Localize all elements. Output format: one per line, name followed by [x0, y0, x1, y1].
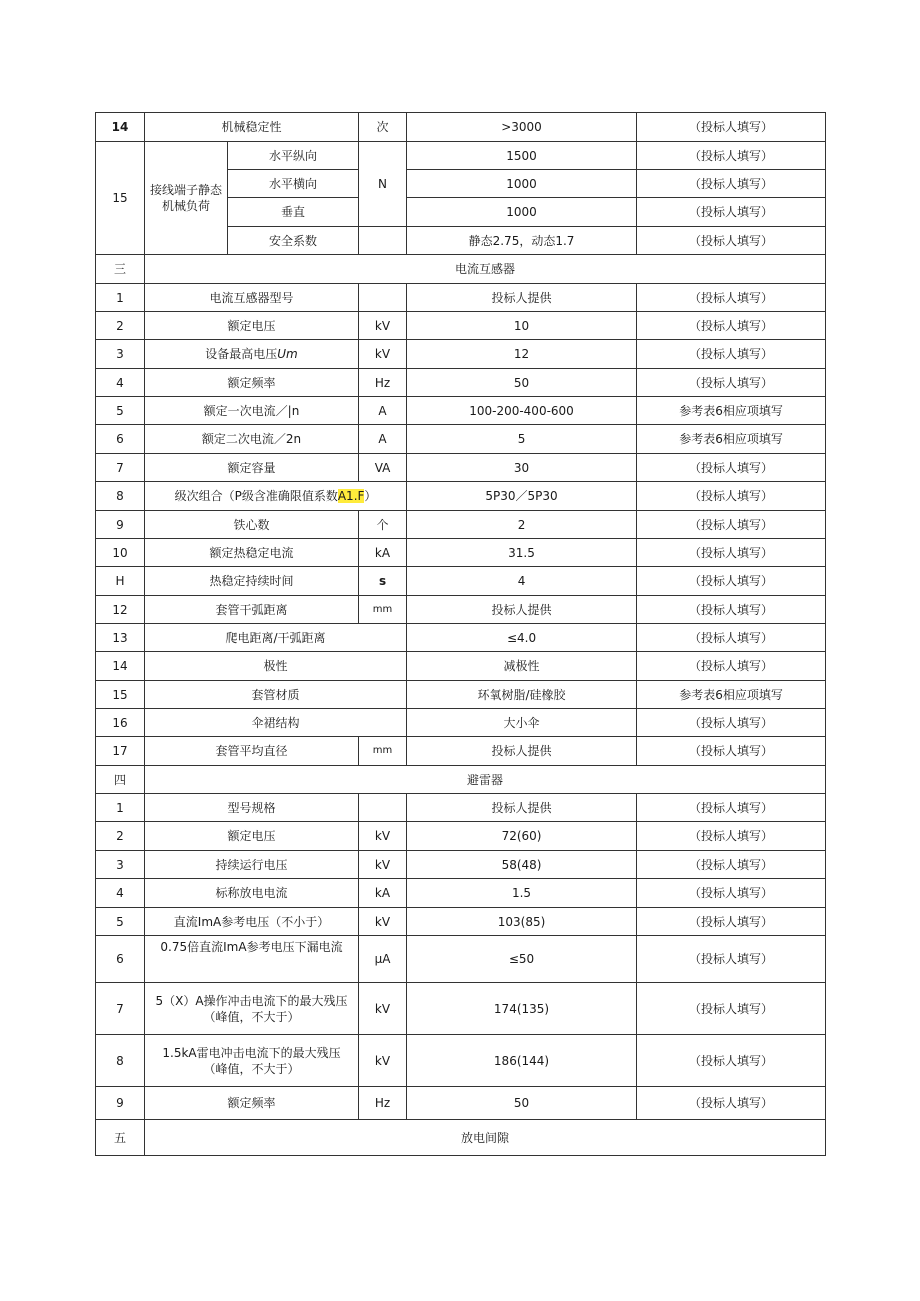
table-row: [96, 596, 826, 624]
param-unit: 个: [359, 511, 407, 539]
param-unit: kA: [359, 539, 407, 567]
table-row: [96, 369, 826, 397]
param-value: 投标人提供: [407, 794, 637, 822]
fill-note: （投标人填写）: [637, 142, 826, 170]
fill-note: （投标人填写）: [637, 369, 826, 397]
fill-note: （投标人填写）: [637, 482, 826, 511]
param-value: 投标人提供: [407, 284, 637, 312]
section-title: 电流互感器: [145, 255, 826, 284]
table-row: [96, 681, 826, 709]
table-row: [96, 142, 826, 170]
fill-note: （投标人填写）: [637, 113, 826, 142]
row-number: 14: [96, 652, 145, 681]
param-name: 额定电压: [145, 312, 359, 340]
param-name: 伞裙结构: [145, 709, 407, 737]
param-name-text: 级次组合（P级含准确限值系数: [174, 489, 338, 503]
table-row: [96, 908, 826, 936]
row-number: 2: [96, 312, 145, 340]
param-name-line2: （峰值，不大于）: [203, 1061, 300, 1076]
row-number: 5: [96, 397, 145, 425]
ref-note: 参考表6相应项填写: [637, 397, 826, 425]
param-unit: 次: [359, 113, 407, 142]
param-unit: A: [359, 397, 407, 425]
param-name: 极性: [145, 652, 407, 681]
fill-note: （投标人填写）: [637, 737, 826, 766]
param-value: 减极性: [407, 652, 637, 681]
param-value: 4: [407, 567, 637, 596]
section-title: 避雷器: [145, 766, 826, 794]
param-value: 30: [407, 454, 637, 482]
param-value: 5: [407, 425, 637, 454]
ref-note: 参考表6相应项填写: [637, 681, 826, 709]
table-row: [96, 340, 826, 369]
param-name-line1: 1.5kA雷电冲击电流下的最大残压: [162, 1045, 341, 1060]
param-name-line2: （峰值，不大于）: [203, 1009, 300, 1024]
param-name: 直流ImA参考电压（不小于）: [145, 908, 359, 936]
param-unit: VA: [359, 454, 407, 482]
fill-note: （投标人填写）: [637, 652, 826, 681]
param-value: 10: [407, 312, 637, 340]
row-number: 16: [96, 709, 145, 737]
group-label: 接线端子静态机械负荷: [145, 142, 228, 255]
fill-note: （投标人填写）: [637, 983, 826, 1035]
param-value: 31.5: [407, 539, 637, 567]
row-number: 1: [96, 284, 145, 312]
row-number: 10: [96, 539, 145, 567]
table-row: [96, 936, 826, 983]
fill-note: （投标人填写）: [637, 539, 826, 567]
param-name-text: 设备最高电压: [205, 347, 278, 361]
param-value: 186(144): [407, 1035, 637, 1087]
param-unit: kV: [359, 312, 407, 340]
table-row: [96, 312, 826, 340]
row-number: 4: [96, 369, 145, 397]
fill-note: （投标人填写）: [637, 227, 826, 255]
table-row: [96, 397, 826, 425]
param-name: 热稳定持续时间: [145, 567, 359, 596]
table-row: [96, 539, 826, 567]
fill-note: （投标人填写）: [637, 908, 826, 936]
param-unit: kV: [359, 340, 407, 369]
param-value: 投标人提供: [407, 737, 637, 766]
row-number: 12: [96, 596, 145, 624]
param-name: 套管干弧距离: [145, 596, 359, 624]
param-name: 额定频率: [145, 369, 359, 397]
table-row: [96, 983, 826, 1035]
table-row: [96, 425, 826, 454]
fill-note: （投标人填写）: [637, 170, 826, 198]
section-number: 四: [96, 766, 145, 794]
param-unit: A: [359, 425, 407, 454]
row-number: 1: [96, 794, 145, 822]
param-value: 174(135): [407, 983, 637, 1035]
param-value: 1.5: [407, 879, 637, 908]
row-number: 3: [96, 340, 145, 369]
param-name: 额定容量: [145, 454, 359, 482]
row-number: 8: [96, 482, 145, 511]
fill-note: （投标人填写）: [637, 567, 826, 596]
row-number: 6: [96, 936, 145, 983]
param-unit: Hz: [359, 369, 407, 397]
row-number: 8: [96, 1035, 145, 1087]
param-name: 持续运行电压: [145, 851, 359, 879]
param-unit: mm: [359, 737, 407, 766]
fill-note: （投标人填写）: [637, 879, 826, 908]
table-row: [96, 1087, 826, 1120]
row-number: 4: [96, 879, 145, 908]
row-number: 3: [96, 851, 145, 879]
param-unit: Hz: [359, 1087, 407, 1120]
param-value: 1000: [407, 198, 637, 227]
param-name: 额定二次电流／2n: [145, 425, 359, 454]
param-value: 2: [407, 511, 637, 539]
fill-note: （投标人填写）: [637, 511, 826, 539]
param-unit: kV: [359, 1035, 407, 1087]
param-value: 1000: [407, 170, 637, 198]
table-row: [96, 652, 826, 681]
param-name: 水平横向: [228, 170, 359, 198]
param-name: [145, 1035, 359, 1087]
param-name: 水平纵向: [228, 142, 359, 170]
fill-note: （投标人填写）: [637, 1087, 826, 1120]
fill-note: （投标人填写）: [637, 340, 826, 369]
param-name: 额定电压: [145, 822, 359, 851]
param-unit: s: [359, 567, 407, 596]
param-name: 标称放电电流: [145, 879, 359, 908]
row-number: 17: [96, 737, 145, 766]
param-unit: mm: [359, 596, 407, 624]
ref-note: 参考表6相应项填写: [637, 425, 826, 454]
row-number: 9: [96, 1087, 145, 1120]
param-name: 型号规格: [145, 794, 359, 822]
param-name: [145, 340, 359, 369]
section-header: [96, 1120, 826, 1156]
fill-note: （投标人填写）: [637, 1035, 826, 1087]
table-row: [96, 567, 826, 596]
table-row: [96, 737, 826, 766]
param-unit: kV: [359, 851, 407, 879]
param-unit: kV: [359, 908, 407, 936]
fill-note: （投标人填写）: [637, 936, 826, 983]
param-value: ≤50: [407, 936, 637, 983]
param-unit: kV: [359, 983, 407, 1035]
table-row: [96, 624, 826, 652]
param-unit: [359, 284, 407, 312]
param-name: [145, 983, 359, 1035]
param-value: 50: [407, 1087, 637, 1120]
fill-note: （投标人填写）: [637, 624, 826, 652]
param-unit: kA: [359, 879, 407, 908]
param-value: 大小伞: [407, 709, 637, 737]
param-name-line1: 5（X）A操作冲击电流下的最大残压: [155, 993, 348, 1008]
param-value: 72(60): [407, 822, 637, 851]
param-name: 额定一次电流／|n: [145, 397, 359, 425]
row-number: 14: [96, 113, 145, 142]
param-name: 铁心数: [145, 511, 359, 539]
fill-note: （投标人填写）: [637, 198, 826, 227]
param-name: [145, 482, 407, 511]
param-value: 100-200-400-600: [407, 397, 637, 425]
table-row: [96, 482, 826, 511]
row-number: 15: [96, 681, 145, 709]
param-unit: N: [359, 142, 407, 227]
param-value: 58(48): [407, 851, 637, 879]
table-row: [96, 879, 826, 908]
row-number: 7: [96, 454, 145, 482]
section-number: 三: [96, 255, 145, 284]
table-row: [96, 284, 826, 312]
table-row: [96, 511, 826, 539]
param-name: 额定热稳定电流: [145, 539, 359, 567]
table-row: [96, 709, 826, 737]
fill-note: （投标人填写）: [637, 312, 826, 340]
param-name: 套管平均直径: [145, 737, 359, 766]
param-value: 环氧树脂/硅橡胶: [407, 681, 637, 709]
row-number: 5: [96, 908, 145, 936]
param-unit: kV: [359, 822, 407, 851]
table-row: [96, 794, 826, 822]
param-name: 机械稳定性: [145, 113, 359, 142]
row-number: 13: [96, 624, 145, 652]
spec-table: [95, 112, 826, 1156]
fill-note: （投标人填写）: [637, 596, 826, 624]
param-name: 电流互感器型号: [145, 284, 359, 312]
row-number: H: [96, 567, 145, 596]
param-value: ≤4.0: [407, 624, 637, 652]
table-row: [96, 851, 826, 879]
param-value: 103(85): [407, 908, 637, 936]
param-name: 安全系数: [228, 227, 359, 255]
param-unit: μA: [359, 936, 407, 983]
param-value: 1500: [407, 142, 637, 170]
section-header: [96, 255, 826, 284]
param-name: 0.75倍直流ImA参考电压下漏电流: [145, 936, 359, 983]
param-value: 静态2.75，动态1.7: [407, 227, 637, 255]
fill-note: （投标人填写）: [637, 822, 826, 851]
fill-note: （投标人填写）: [637, 709, 826, 737]
table-row: [96, 454, 826, 482]
section-header: [96, 766, 826, 794]
row-number: 15: [96, 142, 145, 255]
fill-note: （投标人填写）: [637, 284, 826, 312]
param-name: 额定频率: [145, 1087, 359, 1120]
param-unit: [359, 794, 407, 822]
fill-note: （投标人填写）: [637, 454, 826, 482]
param-name: 爬电距离/干弧距离: [145, 624, 407, 652]
row-number: 7: [96, 983, 145, 1035]
param-value: 投标人提供: [407, 596, 637, 624]
table-row: [96, 822, 826, 851]
section-title: 放电间隙: [145, 1120, 826, 1156]
param-name: 垂直: [228, 198, 359, 227]
row-number: 9: [96, 511, 145, 539]
param-value: 5P30／5P30: [407, 482, 637, 511]
param-name-tail: ）: [364, 489, 377, 503]
table-row: [96, 113, 826, 142]
param-value: >3000: [407, 113, 637, 142]
table-row: [96, 1035, 826, 1087]
fill-note: （投标人填写）: [637, 794, 826, 822]
section-number: 五: [96, 1120, 145, 1156]
param-name-symbol: Um: [277, 347, 298, 361]
param-value: 12: [407, 340, 637, 369]
param-name: 套管材质: [145, 681, 407, 709]
param-value: 50: [407, 369, 637, 397]
row-number: 2: [96, 822, 145, 851]
row-number: 6: [96, 425, 145, 454]
highlighted-text: A1.F: [337, 489, 365, 503]
fill-note: （投标人填写）: [637, 851, 826, 879]
param-unit: [359, 227, 407, 255]
